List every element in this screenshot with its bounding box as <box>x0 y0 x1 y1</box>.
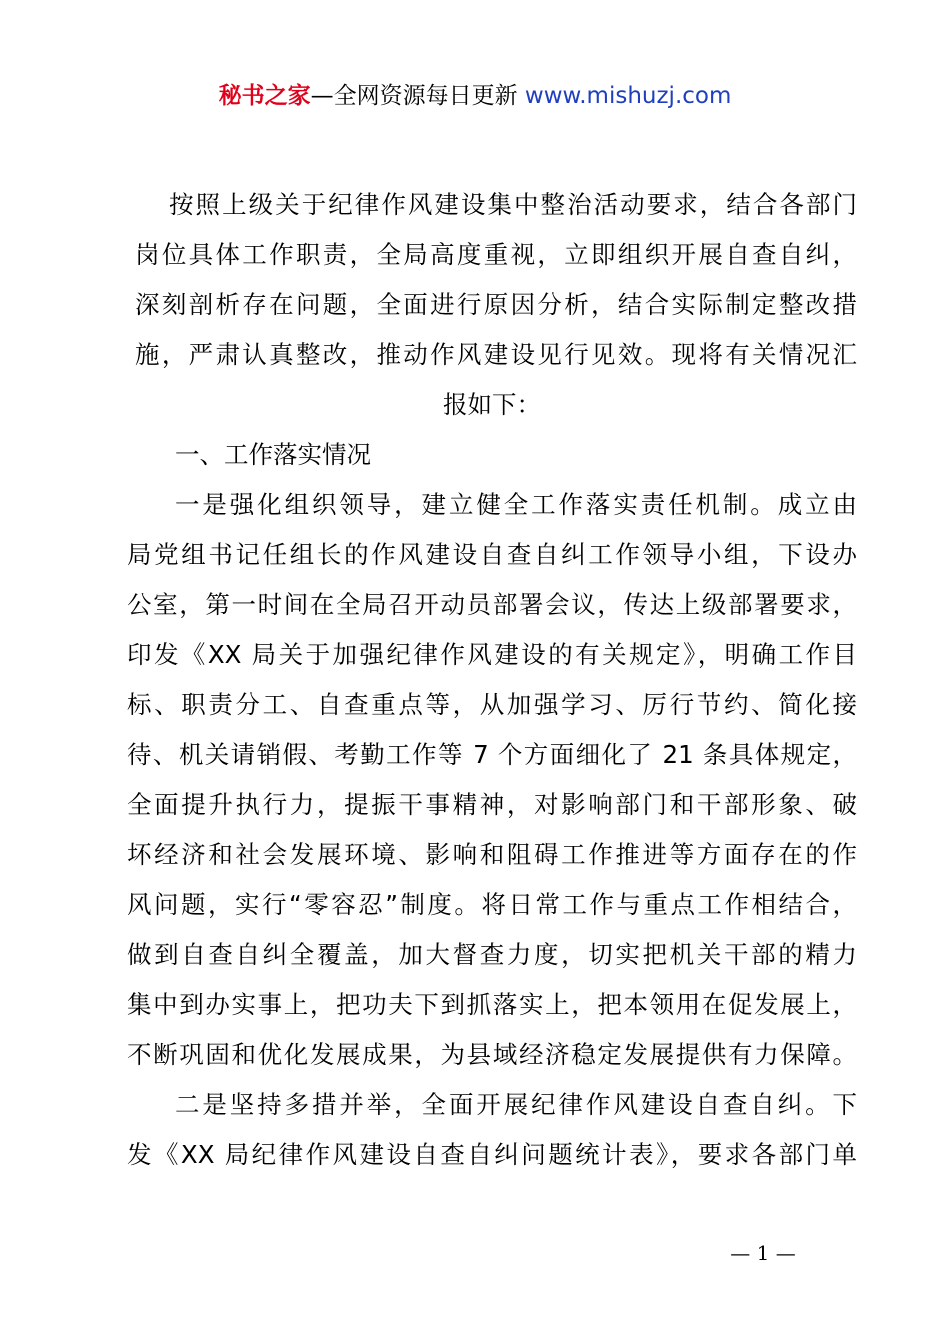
paragraph-line: 公室，第一时间在全局召开动员部署会议，传达上级部署要求， <box>127 590 857 619</box>
paragraph-line: 标、职责分工、自查重点等，从加强学习、厉行节约、简化接 <box>127 690 857 719</box>
paragraph-line: 风问题，实行“零容忍”制度。将日常工作与重点工作相结合， <box>127 890 857 919</box>
paragraph-line: 做到自查自纠全覆盖，加大督查力度，切实把机关干部的精力 <box>127 940 857 969</box>
section-title: 一、工作落实情况 <box>175 440 371 469</box>
paragraph-line: 一是强化组织领导，建立健全工作落实责任机制。成立由 <box>175 490 857 519</box>
intro-line: 施，严肃认真整改，推动作风建设见行见效。现将有关情况汇 <box>135 340 857 369</box>
page-header <box>0 80 950 112</box>
paragraph-line: 坏经济和社会发展环境、影响和阻碍工作推进等方面存在的作 <box>127 840 857 869</box>
intro-line: 报如下： <box>443 390 541 419</box>
site-url: www.mishuzj.com <box>524 83 732 109</box>
paragraph-line: 待、机关请销假、考勤工作等 7 个方面细化了 21 条具体规定， <box>127 740 857 769</box>
paragraph-line: 发《XX 局纪律作风建设自查自纠问题统计表》，要求各部门单 <box>127 1140 857 1169</box>
intro-line: 按照上级关于纪律作风建设集中整治活动要求，结合各部门 <box>169 190 857 219</box>
intro-line: 深刻剖析存在问题，全面进行原因分析，结合实际制定整改措 <box>135 290 857 319</box>
brand-name: 秘书之家 <box>218 83 311 109</box>
paragraph-line: 二是坚持多措并举，全面开展纪律作风建设自查自纠。下 <box>175 1090 857 1119</box>
paragraph-line: 局党组书记任组长的作风建设自查自纠工作领导小组，下设办 <box>127 540 857 569</box>
paragraph-line: 不断巩固和优化发展成果，为县域经济稳定发展提供有力保障。 <box>127 1040 857 1069</box>
page-number: — 1 — <box>730 1241 796 1265</box>
document-body <box>127 180 857 1180</box>
paragraph-line: 全面提升执行力，提振干事精神，对影响部门和干部形象、破 <box>127 790 857 819</box>
intro-line: 岗位具体工作职责，全局高度重视，立即组织开展自查自纠， <box>135 240 857 269</box>
header-slogan: —全网资源每日更新 <box>310 83 518 109</box>
paragraph-line: 集中到办实事上，把功夫下到抓落实上，把本领用在促发展上， <box>127 990 857 1019</box>
paragraph-line: 印发《XX 局关于加强纪律作风建设的有关规定》，明确工作目 <box>127 640 857 669</box>
